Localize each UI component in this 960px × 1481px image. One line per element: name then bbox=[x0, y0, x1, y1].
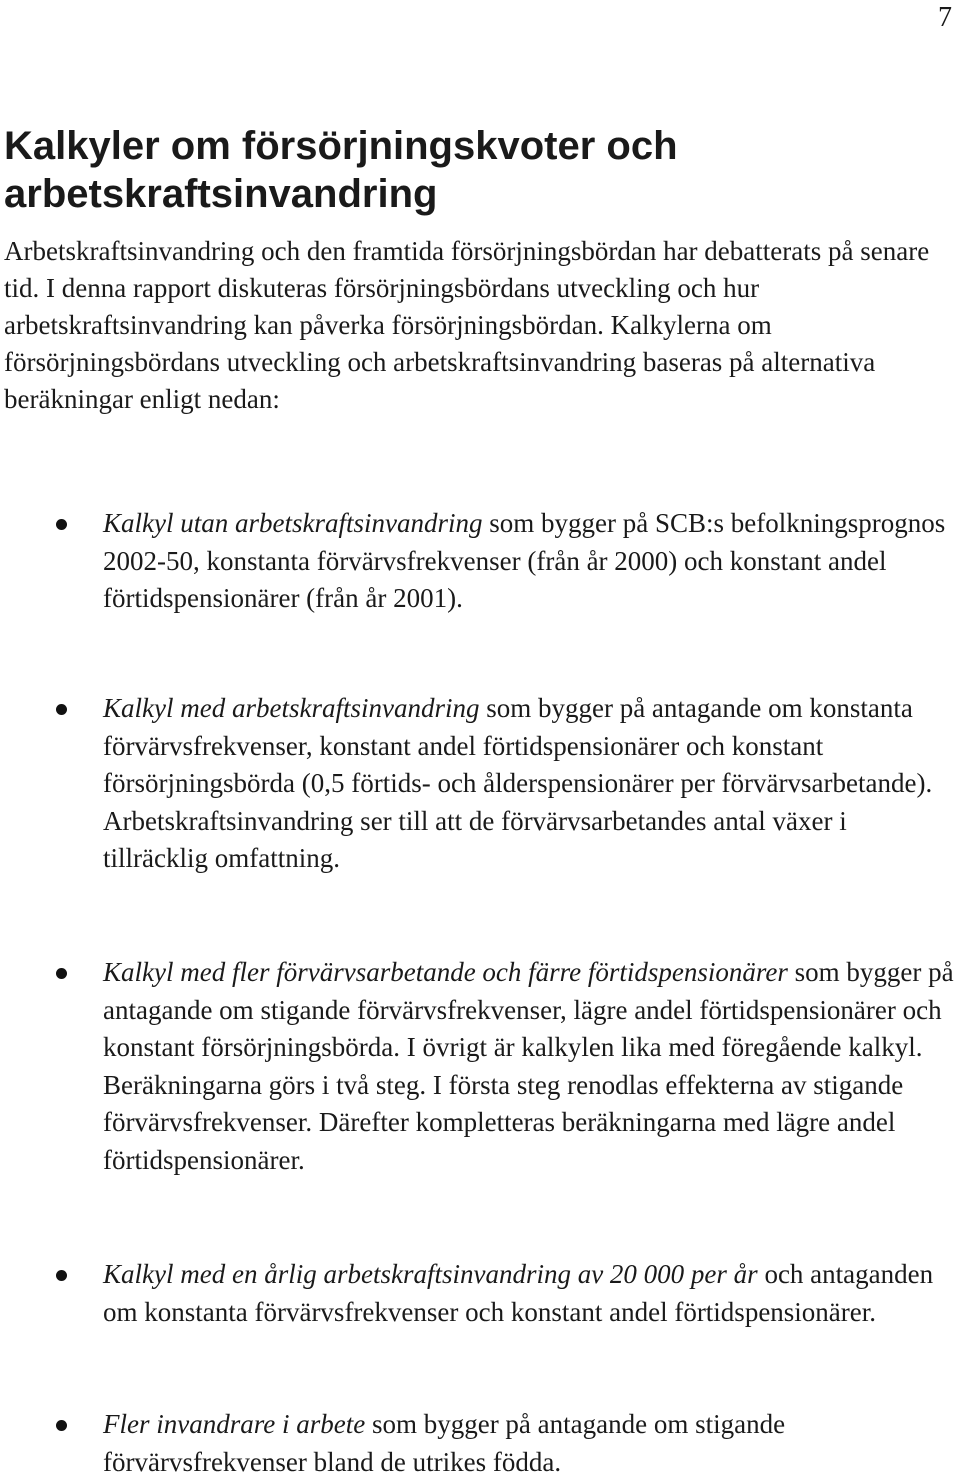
bullet-body: som bygger på antagande om stigande förvärvsfrekvenser bland de utrikes födda. bbox=[103, 1409, 786, 1477]
bullet-text bbox=[103, 505, 958, 618]
bullet-lead: Kalkyl med en årlig arbetskraftsinvandring av 20 000 per år bbox=[103, 1259, 758, 1289]
bullet-body: som bygger på antagande om stigande förvärvsfrekvenser, lägre andel förtidspensionärer och konstant försörjningsbörda. I övrigt är kalkylen lika med föregående kalkyl. Beräkningarna görs i två steg. I första steg renodlas effekterna av stigande förvärvsfrekvenser. Därefter kompletteras beräkningarna med lägre andel förtidspensionärer. bbox=[103, 957, 954, 1175]
bullet-icon bbox=[56, 1420, 67, 1431]
bullet-body: som bygger på SCB:s befolkningsprognos 2002-50, konstanta förvärvsfrekvenser (från år 2000) och konstant andel förtidspensionärer (från år 2001). bbox=[103, 508, 946, 613]
intro-paragraph: Arbetskraftsinvandring och den framtida försörjningsbördan har debatterats på senare tid. I denna rapport diskuteras försörjningsbördans utveckling och hur arbetskraftsinvandring kan påverka försörjningsbördan. Kalkylerna om försörjningsbördans utveckling och arbetskraftsinvandring baseras på alternativa beräkningar enligt nedan: bbox=[4, 236, 930, 414]
bullet-text bbox=[103, 1406, 958, 1481]
bullet-icon bbox=[56, 704, 67, 715]
bullet-icon bbox=[56, 1270, 67, 1281]
bullet-icon bbox=[56, 519, 67, 530]
bullet-lead: Fler invandrare i arbete bbox=[103, 1409, 366, 1439]
bullet-text bbox=[103, 1256, 958, 1331]
bullet-text bbox=[103, 954, 958, 1179]
bullet-body: som bygger på antagande om konstanta förvärvsfrekvenser, konstant andel förtidspensionärer och konstant försörjningsbörda (0,5 förtids- och ålderspensionärer per förvärvsarbetande). Arbetskraftsinvandring ser till att de förvärvsarbetandes antal växer i tillräcklig omfattning. bbox=[103, 693, 933, 873]
bullet-icon bbox=[56, 968, 67, 979]
page-number: 7 bbox=[938, 2, 952, 33]
bullet-lead: Kalkyl med arbetskraftsinvandring bbox=[103, 693, 480, 723]
section-heading: Kalkyler om försörjningskvoter och arbetskraftsinvandring bbox=[4, 124, 678, 216]
bullet-body: och antaganden om konstanta förvärvsfrekvenser och konstant andel förtidspensionärer. bbox=[103, 1259, 934, 1327]
bullet-lead: Kalkyl utan arbetskraftsinvandring bbox=[103, 508, 483, 538]
bullet-lead: Kalkyl med fler förvärvsarbetande och färre förtidspensionärer bbox=[103, 957, 788, 987]
bullet-text bbox=[103, 690, 958, 878]
